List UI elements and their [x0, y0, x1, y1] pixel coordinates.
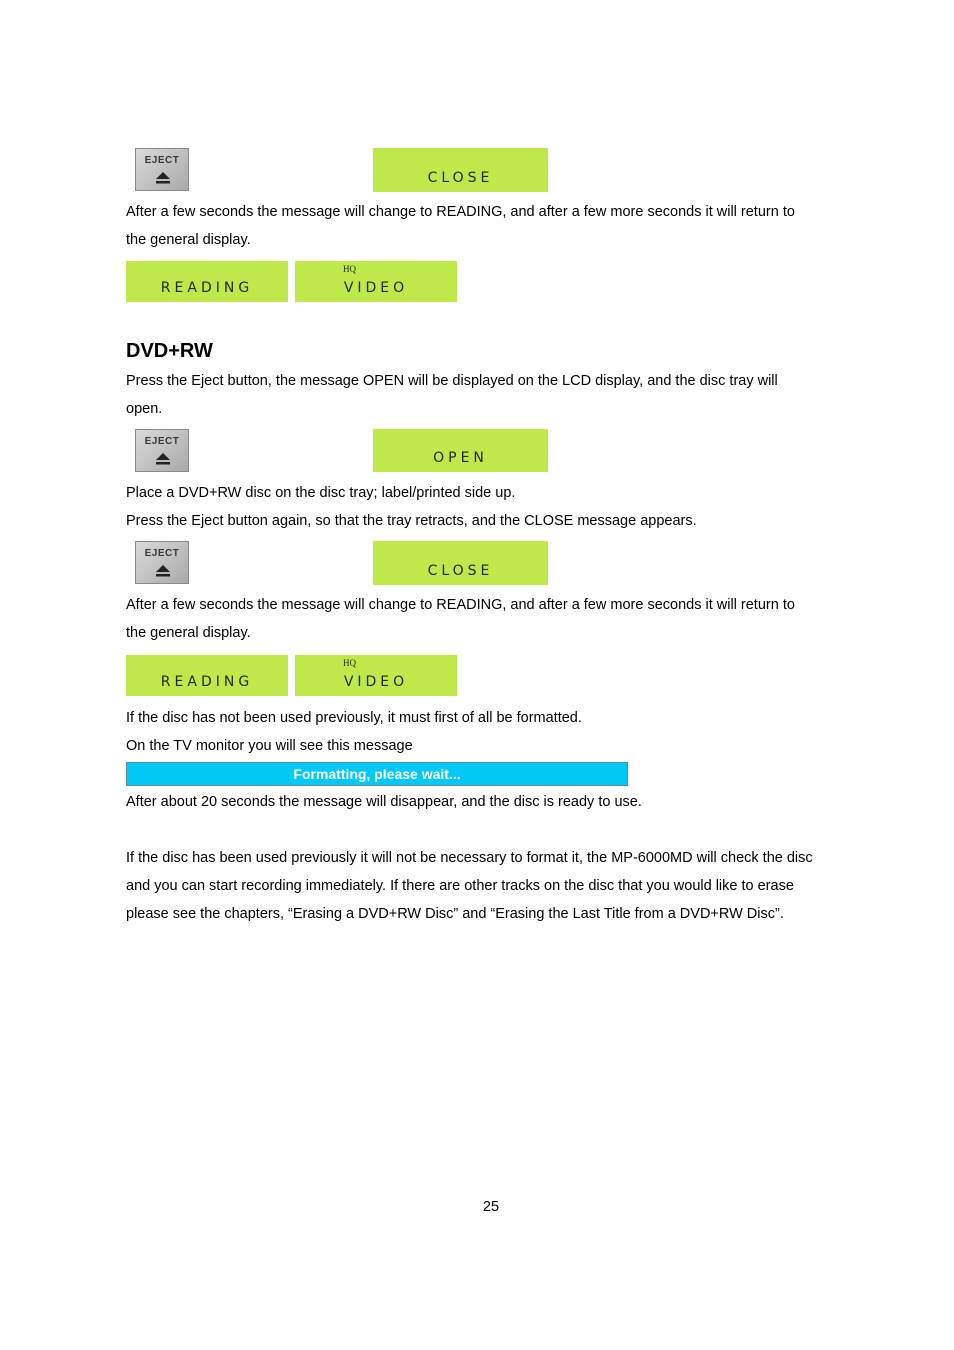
lcd-display-close — [373, 541, 548, 585]
paragraph-line: On the TV monitor you will see this message — [126, 738, 413, 754]
paragraph-line: and you can start recording immediately. If there are other tracks on the disc that you would like to erase — [126, 878, 794, 894]
eject-label: EJECT — [144, 436, 180, 447]
eject-label: EJECT — [144, 548, 180, 559]
section-heading: DVD+RW — [126, 340, 213, 362]
lcd-text: VIDEO — [343, 674, 409, 690]
paragraph-line: Place a DVD+RW disc on the disc tray; label/printed side up. — [126, 485, 516, 501]
page-number: 25 — [482, 1199, 500, 1215]
lcd-text: READING — [160, 280, 254, 296]
lcd-display-open — [373, 429, 548, 472]
tv-message-bar — [126, 762, 628, 786]
eject-button-image — [135, 541, 189, 584]
lcd-display-close — [373, 148, 548, 192]
lcd-text: VIDEO — [343, 280, 409, 296]
lcd-display-reading — [126, 655, 288, 696]
lcd-display-video — [295, 261, 457, 302]
lcd-hq-indicator: HQ — [343, 264, 356, 274]
paragraph-line: please see the chapters, “Erasing a DVD+RW Disc” and “Erasing the Last Title from a DVD+RW Disc”. — [126, 906, 784, 922]
lcd-hq-indicator: HQ — [343, 658, 356, 668]
lcd-text: CLOSE — [427, 170, 494, 186]
paragraph-line: the general display. — [126, 232, 251, 248]
lcd-text: OPEN — [433, 450, 488, 466]
paragraph-line: the general display. — [126, 625, 251, 641]
paragraph-line: After about 20 seconds the message will disappear, and the disc is ready to use. — [126, 794, 642, 810]
tv-message-text: Formatting, please wait... — [293, 766, 461, 782]
eject-icon — [156, 172, 170, 184]
lcd-display-video — [295, 655, 457, 696]
lcd-text: CLOSE — [427, 563, 494, 579]
eject-button-image — [135, 429, 189, 472]
lcd-text: READING — [160, 674, 254, 690]
eject-button-image — [135, 148, 189, 191]
paragraph-line: After a few seconds the message will change to READING, and after a few more seconds it will return to — [126, 204, 795, 220]
paragraph-line: After a few seconds the message will change to READING, and after a few more seconds it will return to — [126, 597, 795, 613]
paragraph-line: Press the Eject button again, so that the tray retracts, and the CLOSE message appears. — [126, 513, 697, 529]
paragraph-line: open. — [126, 401, 163, 417]
paragraph-line: If the disc has not been used previously, it must first of all be formatted. — [126, 710, 582, 726]
eject-icon — [156, 565, 170, 577]
paragraph-line: Press the Eject button, the message OPEN will be displayed on the LCD display, and the disc tray will — [126, 373, 778, 389]
lcd-display-reading — [126, 261, 288, 302]
eject-label: EJECT — [144, 155, 180, 166]
eject-icon — [156, 453, 170, 465]
paragraph-line: If the disc has been used previously it will not be necessary to format it, the MP-6000MD will check the disc — [126, 850, 813, 866]
